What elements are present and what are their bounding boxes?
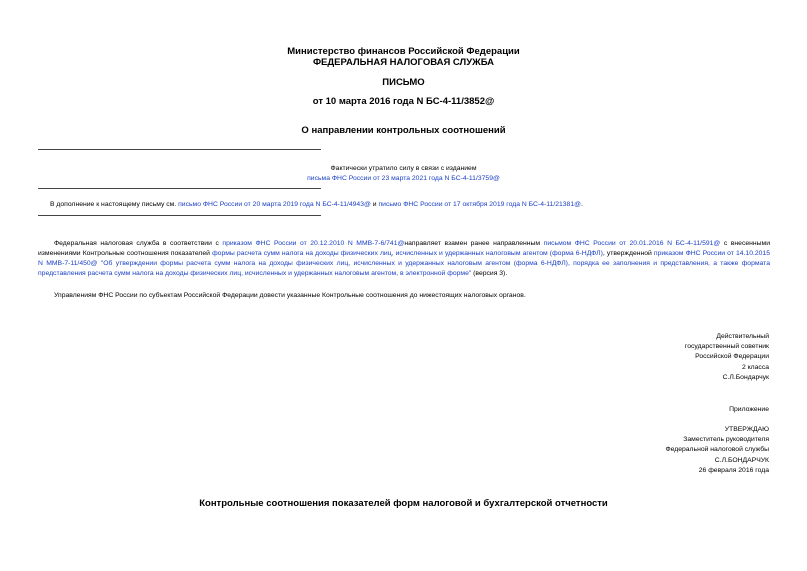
signatory-name: С.Л.Бондарчук [722, 373, 769, 381]
letter-link-591[interactable]: письмом ФНС России от 20.01.2016 N БС-4-11/591@ [543, 240, 721, 247]
doc-type-heading: ПИСЬМО [382, 77, 425, 88]
approval-block: УТВЕРЖДАЮ Заместитель руководителя Федеральной налоговой службы С.Л.БОНДАРЧУК 26 февраля 2016 года [665, 425, 769, 476]
addition-note: В дополнение к настоящему письму см. письмо ФНС России от 20 марта 2019 года N БС-4-11/4943@ и письмо ФНС России от 17 октября 2019 года N БС-4-11/21381@. [50, 201, 583, 208]
status-note-text: Фактически утратило силу в связи с изданием [330, 165, 477, 172]
addition-link-1[interactable]: письмо ФНС России от 20 марта 2019 года N БС-4-11/4943@ [178, 201, 371, 208]
form-6ndfl-link[interactable]: формы расчета сумм налога на доходы физических лиц, исчисленных и удержанных налоговым агентом (форма 6-НДФЛ) [212, 250, 603, 257]
ministry-heading: Министерство финансов Российской Федерации [287, 46, 520, 57]
divider-line [38, 149, 321, 150]
doc-subject: О направлении контрольных соотношений [301, 125, 506, 136]
section-title: Контрольные соотношения показателей форм налоговой и бухгалтерской отчетности [199, 498, 608, 509]
appendix-label: Приложение [729, 406, 769, 413]
order-link-741[interactable]: приказом ФНС России от 20.12.2010 N ММВ-7-6/741@ [222, 240, 405, 247]
signature-block: Действительный государственный советник Российской Федерации 2 класса С.Л.Бондарчук [685, 332, 769, 383]
main-paragraph: Федеральная налоговая служба в соответствии с приказом ФНС России от 20.12.2010 N ММВ-7-6/741@направляет взамен ранее направленным письмом ФНС России от 20.01.2016 N БС-4-11/591@ с внесенными изменениями Контрольные соотношения показателей формы расчета сумм налога на доходы физических лиц, исчисленных и удержанных налоговым агентом (форма 6-НДФЛ), утвержденной приказом ФНС России от 14.10.2015 N ММВ-7-11/450@ "Об утверждении формы расчета сумм налога на доходы физических лиц, исчисленных и удержанных налоговым агентом (форма 6-НДФЛ), порядка ее заполнения и представления, а также формата представления расчета сумм налога на доходы физических лиц, исчисленных и удержанных налоговым агентом, в электронной форме" (версия 3). [38, 240, 770, 277]
service-heading: ФЕДЕРАЛЬНАЯ НАЛОГОВАЯ СЛУЖБА [312, 57, 495, 68]
approval-date: 26 февраля 2016 года [698, 466, 769, 474]
order-link-450[interactable]: приказом ФНС России от 14.10.2015 N ММВ-7-11/450@ "Об утверждении формы расчета сумм налога на доходы физических лиц, исчисленных и удержанных налоговым агентом (форма 6-НДФЛ), порядка ее заполнения и представления, а также формата представления расчета сумм налога на доходы физических лиц, исчисленных и удержанных налоговым агентом, в электронной форме" [38, 250, 770, 277]
addition-link-2[interactable]: письмо ФНС России от 17 октября 2019 года N БС-4-11/21381@ [378, 201, 582, 208]
status-note-link[interactable]: письма ФНС России от 23 марта 2021 года N БС-4-11/3759@ [307, 175, 500, 182]
second-paragraph: Управлениям ФНС России по субъектам Российской Федерации довести указанные Контрольные соотношения до нижестоящих налоговых органов. [54, 292, 526, 299]
divider-line [38, 215, 321, 216]
divider-line [38, 188, 321, 189]
doc-date-number: от 10 марта 2016 года N БС-4-11/3852@ [312, 96, 495, 107]
